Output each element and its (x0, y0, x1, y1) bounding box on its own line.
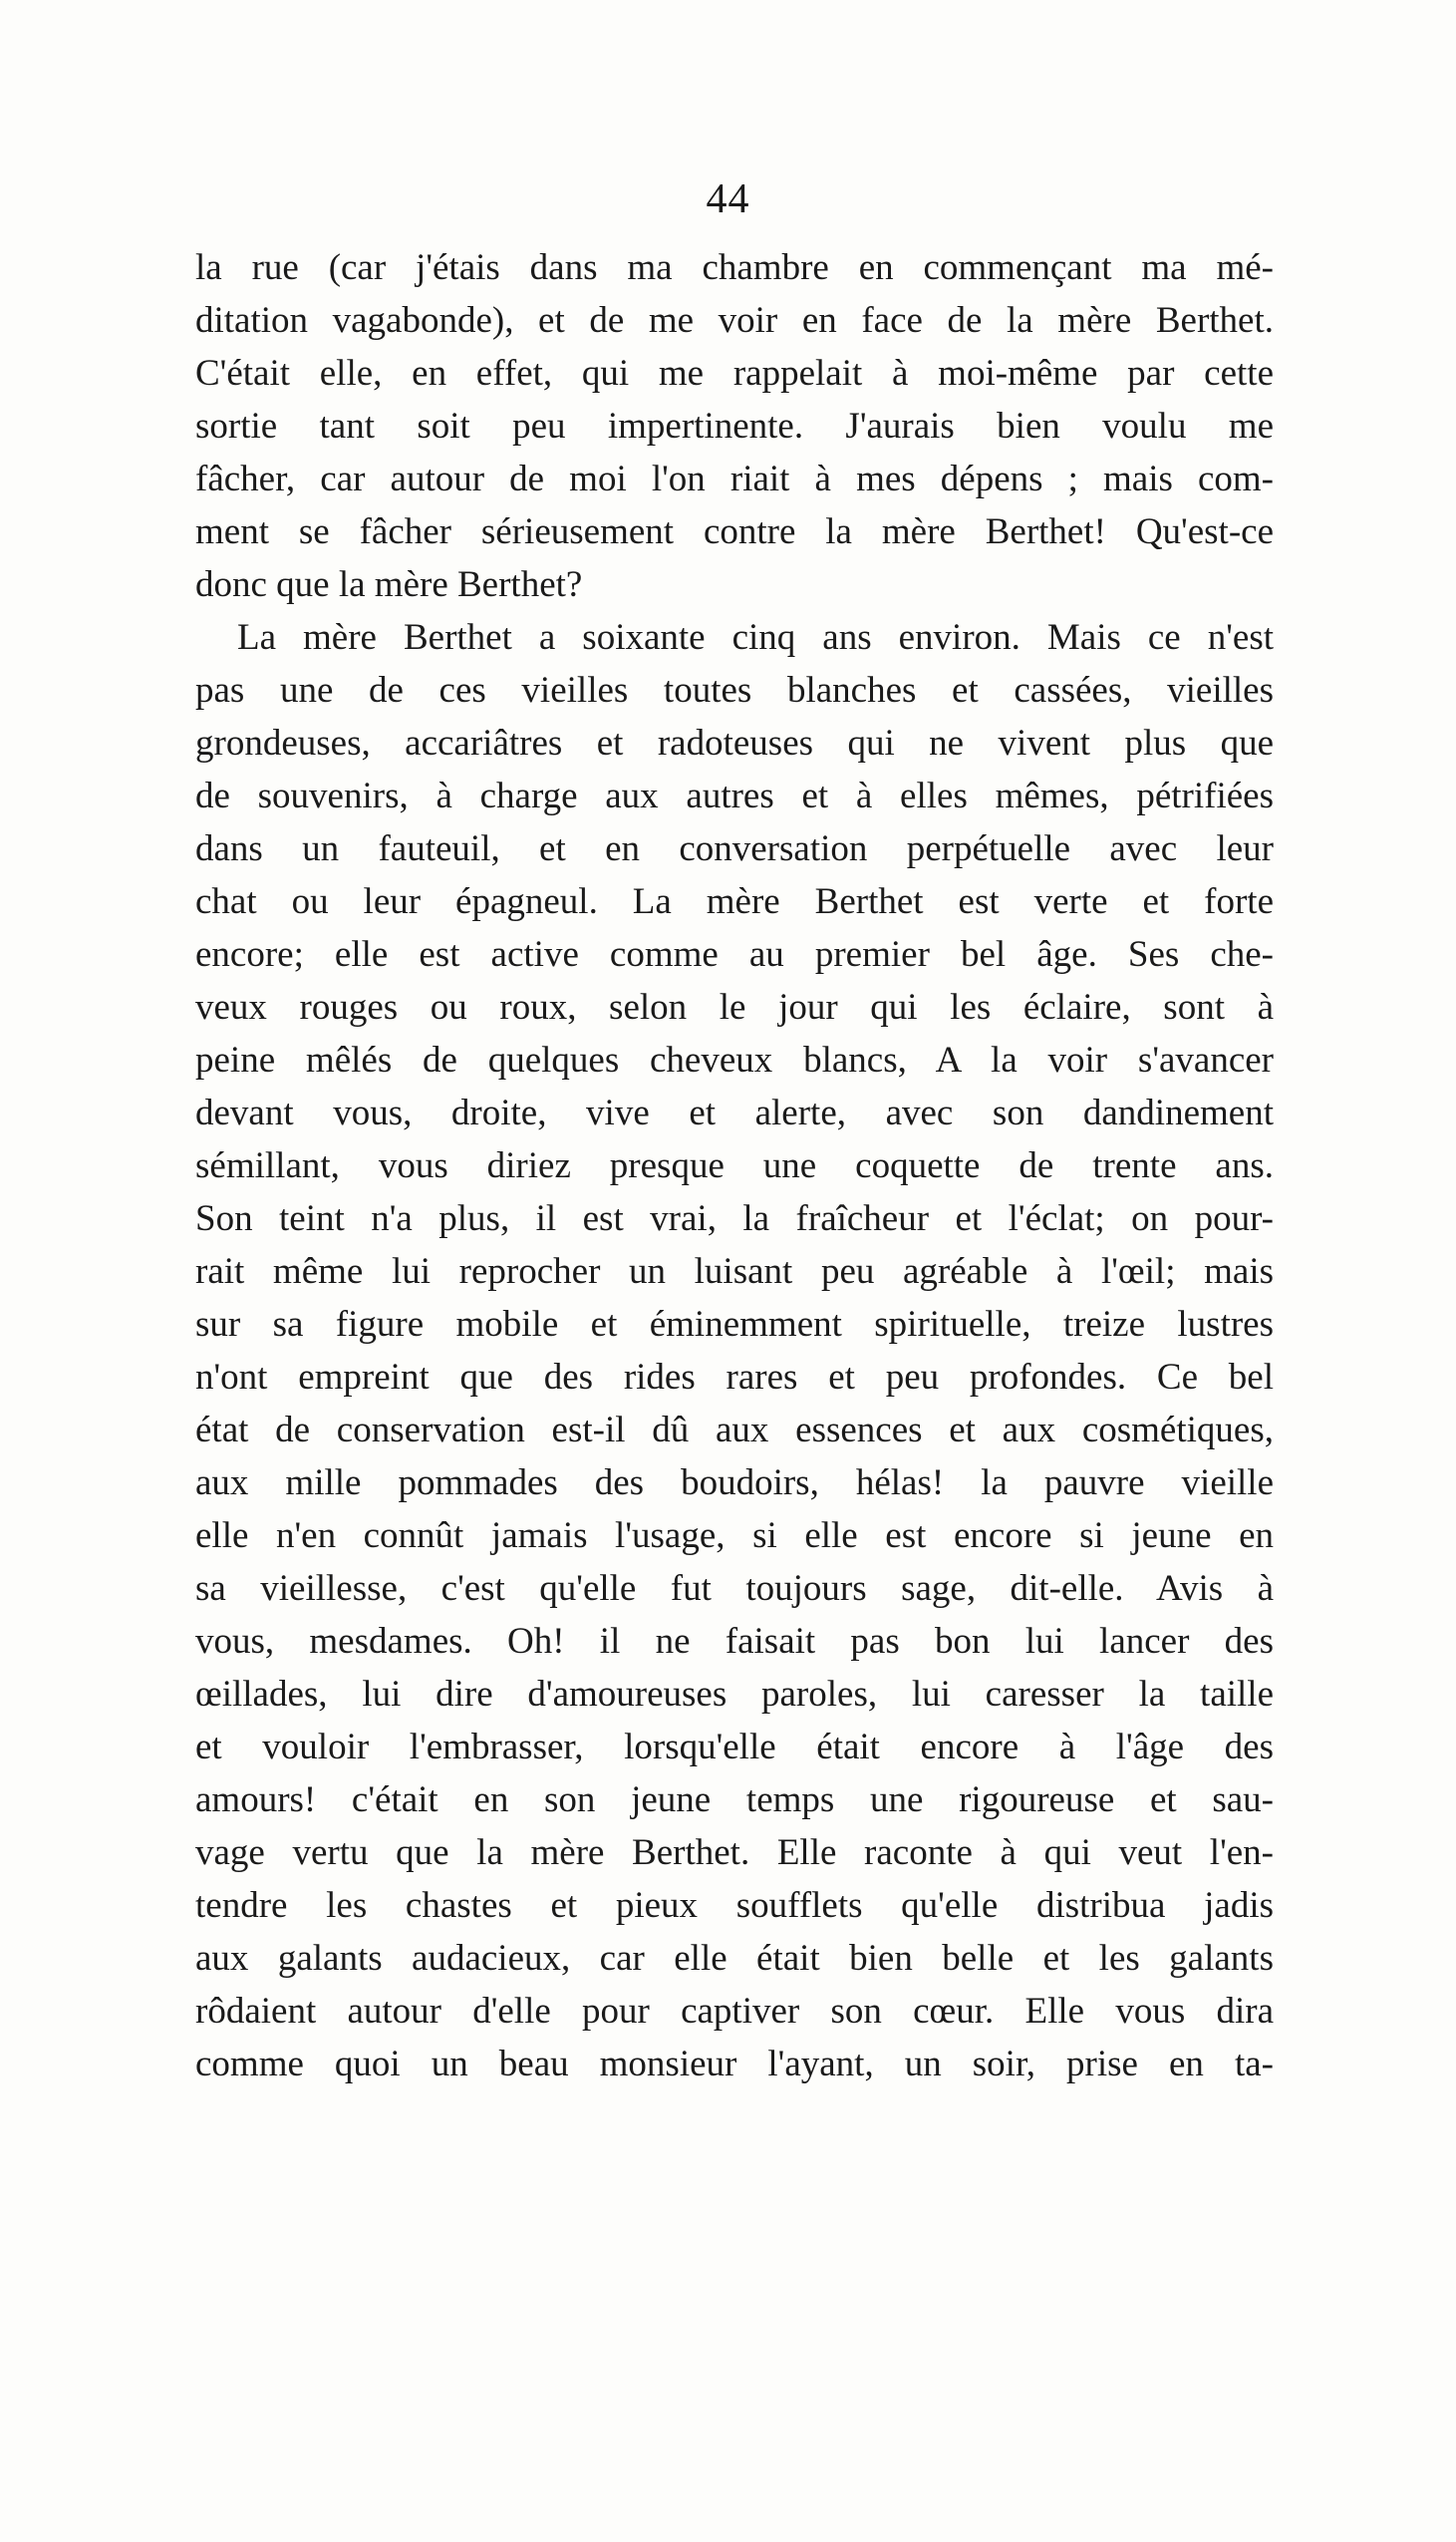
text-line: n'ont empreint que des rides rares et peu profondes. Ce bel (195, 1357, 1274, 1398)
text-line: grondeuses, accariâtres et radoteuses qui ne vivent plus que (195, 723, 1274, 764)
text-line: sortie tant soit peu impertinente. J'aurais bien voulu me (195, 406, 1274, 447)
text-line: comme quoi un beau monsieur l'ayant, un soir, prise en ta- (195, 2044, 1274, 2084)
text-line: et vouloir l'embrasser, lorsqu'elle était encore à l'âge des (195, 1727, 1274, 1767)
text-line: chat ou leur épagneul. La mère Berthet est verte et forte (195, 881, 1274, 922)
text-line: aux mille pommades des boudoirs, hélas! la pauvre vieille (195, 1462, 1274, 1503)
text-line: amours! c'était en son jeune temps une rigoureuse et sau- (195, 1779, 1274, 1820)
text-line: sur sa figure mobile et éminemment spirituelle, treize lustres (195, 1304, 1274, 1345)
text-line: rôdaient autour d'elle pour captiver son cœur. Elle vous dira (195, 1991, 1274, 2032)
text-line: sémillant, vous diriez presque une coquette de trente ans. (195, 1145, 1274, 1186)
text-line: œillades, lui dire d'amoureuses paroles, lui caresser la taille (195, 1674, 1274, 1715)
text-line: vage vertu que la mère Berthet. Elle raconte à qui veut l'en- (195, 1832, 1274, 1873)
text-line: fâcher, car autour de moi l'on riait à mes dépens ; mais com- (195, 459, 1274, 499)
text-line: tendre les chastes et pieux soufflets qu'elle distribua jadis (195, 1885, 1274, 1926)
text-line: La mère Berthet a soixante cinq ans environ. Mais ce n'est (237, 617, 1274, 658)
text-line: rait même lui reprocher un luisant peu agréable à l'œil; mais (195, 1251, 1274, 1292)
text-line: C'était elle, en effet, qui me rappelait à moi-même par cette (195, 353, 1274, 394)
text-line: elle n'en connût jamais l'usage, si elle est encore si jeune en (195, 1515, 1274, 1556)
text-line: dans un fauteuil, et en conversation perpétuelle avec leur (195, 828, 1274, 869)
text-line: état de conservation est-il dû aux essences et aux cosmétiques, (195, 1410, 1274, 1450)
text-line: la rue (car j'étais dans ma chambre en commençant ma mé- (195, 247, 1274, 288)
text-line: peine mêlés de quelques cheveux blancs, A la voir s'avancer (195, 1040, 1274, 1081)
text-line: donc que la mère Berthet? (195, 564, 583, 605)
text-line: Son teint n'a plus, il est vrai, la fraîcheur et l'éclat; on pour- (195, 1198, 1274, 1239)
text-line: vous, mesdames. Oh! il ne faisait pas bon lui lancer des (195, 1621, 1274, 1662)
text-line: ditation vagabonde), et de me voir en face de la mère Berthet. (195, 300, 1274, 341)
text-line: veux rouges ou roux, selon le jour qui les éclaire, sont à (195, 987, 1274, 1028)
text-line: devant vous, droite, vive et alerte, avec son dandinement (195, 1093, 1274, 1133)
text-line: pas une de ces vieilles toutes blanches et cassées, vieilles (195, 670, 1274, 711)
text-line: sa vieillesse, c'est qu'elle fut toujours sage, dit-elle. Avis à (195, 1568, 1274, 1609)
text-line: de souvenirs, à charge aux autres et à elles mêmes, pétrifiées (195, 776, 1274, 816)
page-number: 44 (706, 176, 750, 222)
text-line: ment se fâcher sérieusement contre la mère Berthet! Qu'est-ce (195, 511, 1274, 552)
text-line: encore; elle est active comme au premier bel âge. Ses che- (195, 934, 1274, 975)
body-text (195, 241, 1274, 2090)
text-line: aux galants audacieux, car elle était bien belle et les galants (195, 1938, 1274, 1979)
